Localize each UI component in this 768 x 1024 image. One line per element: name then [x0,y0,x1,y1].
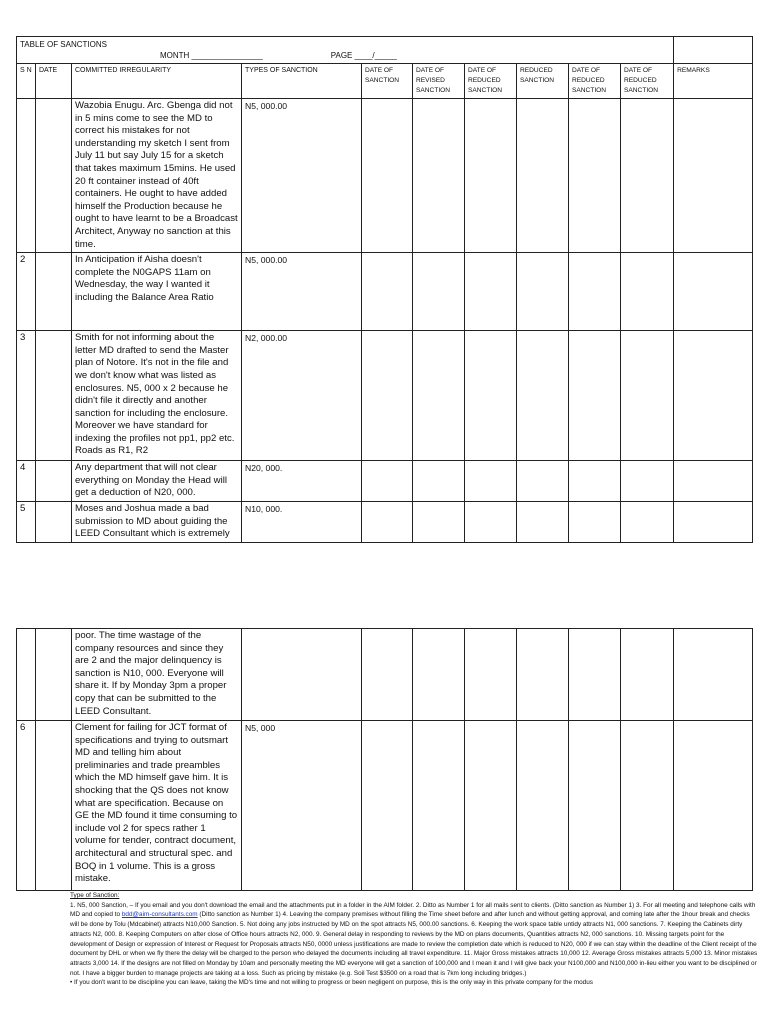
table-title-cell [17,37,674,64]
row-date [36,253,72,331]
row-cell [569,331,621,461]
row-cell [465,461,517,502]
row-irregularity: Any department that will not clear everything on Monday the Head will get a deduction of N20, 000. [72,461,242,502]
table-row [17,501,753,542]
header-date-of-reduced-sanction-2: DATE OF REDUCED SANCTION [569,64,621,99]
row-irregularity: Clement for failing for JCT format of specifications and trying to outsmart MD and telling him about preliminaries and trade preambles which the MD himself gave him. It is shocking that the QS does not know what are specification. Because on GE the MD found it time consuming to include vol 2 for specs rather 1 volume for tender, contract document, architectural and structural spec. and BOQ in 1 volume. This is a gross mistake. [72,721,242,891]
row-cell [413,721,465,891]
row-cell [569,253,621,331]
row-sn: 6 [17,721,36,891]
row-irregularity: Moses and Joshua made a bad submission to MD about guiding the LEED Consultant which is extremely [72,501,242,542]
row-cell [362,253,413,331]
row-cell [517,721,569,891]
header-irregularity: COMMITTED IRREGULARITY [72,64,242,99]
row-amount: N20, 000. [242,461,362,502]
row-irregularity: Wazobia Enugu. Arc. Gbenga did not in 5 mins come to see the MD to correct his mistakes for not understanding my sketch I sent from July 11 but say July 15 for a sketch that takes maximum 15mins. He used 20 ft container instead of 40ft containers. He ought to have added himself the Production because he ought to have learnt to be a Broadcast Architect, Anyway no sanction at this time. [72,99,242,253]
row-cell [569,461,621,502]
row-cell [517,331,569,461]
row-cell [413,501,465,542]
header-type: TYPES OF SANCTION [242,64,362,99]
header-date: DATE [36,64,72,99]
row-cell [517,253,569,331]
sanction-notes [70,891,760,1024]
row-cell [362,461,413,502]
month-label: MONTH ________________ [160,51,263,60]
row-amount: N2, 000.00 [242,331,362,461]
table-row [17,461,753,502]
sanctions-table-continued [16,628,753,891]
row-cell [517,629,569,721]
header-sn: S N [17,64,36,99]
row-cell [674,253,753,331]
header-date-of-reduced-sanction-3: DATE OF REDUCED SANCTION [621,64,674,99]
row-amount [242,629,362,721]
row-cell [674,629,753,721]
row-cell [517,99,569,253]
table-row [17,99,753,253]
row-cell [362,721,413,891]
row-cell [465,331,517,461]
row-sn: 4 [17,461,36,502]
header-remarks: REMARKS [674,64,753,99]
row-cell [362,99,413,253]
header-reduced-sanction: REDUCED SANCTION [517,64,569,99]
title-empty-cell [674,37,753,64]
row-sn [17,99,36,253]
row-cell [465,99,517,253]
row-cell [465,721,517,891]
row-cell [674,99,753,253]
row-sn: 5 [17,501,36,542]
row-amount: N5, 000.00 [242,253,362,331]
row-irregularity: poor. The time wastage of the company resources and since they are 2 and the major delinquency is sanction is N10, 000. Everyone will share it. If by Monday 3pm a proper copy that can be submitted to the LEED Consultant. [72,629,242,721]
row-irregularity: Smith for not informing about the letter MD drafted to send the Master plan of Notore. It's not in the file and we don't know what was listed as enclosures. N5, 000 x 2 because he didn't file it directly and another sanction for including the enclosure. Moreover we have standard for indexing the profiles not pp1, pp2 etc. Roads as R1, R2 [72,331,242,461]
row-sn: 2 [17,253,36,331]
page-label: PAGE ____/_____ [330,51,397,60]
row-cell [674,461,753,502]
row-cell [413,331,465,461]
row-cell [621,331,674,461]
row-amount: N5, 000.00 [242,99,362,253]
notes-paragraph-1a: 1. N5, 000 Sanction, – If you email and you don't download the email and the attachments put in a folder in the AIM folder. 2. Ditto as Number 1 for all mails sent to clients. (Ditto sanction as Number 1) 3. For all meeting and telephone calls with MD and copied to [70,901,756,919]
row-cell [621,501,674,542]
row-cell [621,99,674,253]
sanctions-table [16,36,753,543]
table-row [17,721,753,891]
row-cell [621,461,674,502]
row-cell [621,253,674,331]
row-irregularity: In Anticipation if Aisha doesn't complete the N0GAPS 11am on Wednesday, the way I wanted it including the Balance Area Ratio [72,253,242,331]
row-sn [17,629,36,721]
row-cell [413,461,465,502]
notes-paragraph-2: • If you don't want to be discipline you can leave, taking the MD's time and not willing to progress or been negligent on purpose, this is the only way in this private company for the modus [70,979,593,987]
row-cell [413,253,465,331]
header-date-of-reduced-sanction: DATE OF REDUCED SANCTION [465,64,517,99]
row-cell [674,331,753,461]
row-cell [517,501,569,542]
row-date [36,629,72,721]
row-cell [465,253,517,331]
row-cell [362,629,413,721]
row-cell [569,721,621,891]
row-date [36,331,72,461]
row-cell [569,99,621,253]
row-amount: N10, 000. [242,501,362,542]
row-cell [465,629,517,721]
row-date [36,721,72,891]
row-cell [413,99,465,253]
row-cell [569,501,621,542]
row-cell [569,629,621,721]
header-date-of-revised-sanction: DATE OF REVISED SANCTION [413,64,465,99]
notes-paragraph-1b: (Ditto sanction as Number 1) 4. Leaving the company premises without filling the Time sheet before and after lunch and without getting approval, and coming late after the 1hour break and checks will be done by Tolu (Mdcabinet) attracts N10,000 Sanction. 5. Not doing any jobs instructed by MD on the spot attracts N5, 000.00 sanctions. 6. Keeping the work space table untidy attracts N1, 000 sanctions. 7. Keeping the Cabinets dirty attracts N2, 000. 8. Keeping Computers on after close of Office hours attracts N2, 000. 9. General delay in responding to reviews by the MD on plans documents, Quantities attracts N2, 000 sanctions. 10. Missing targets point for the development of Design or expression of Interest or Request for Proposals attracts N50, 0000 unless justifications are made to review the completion date which is reduced to N20, 000 if we can stay within the deadline of the Client receipt of the document by DHL or when we fly there the delay will be charged to the person who delayed the documents including all travel expenditure. 11. Major Gross mistakes attracts 10,000 12. Average Gross mistakes attracts 5,000 13. Minor mistakes attracts 3,000 14. If the designs are not filled on Monday by 10am and personally meeting the MD everyone will get a sanction of 100,000 and I mean it and I will give back your N100,000 and N100,000 in-lieu either you want to be disciplined or not. I have a bigger burden to manage projects are taking at a loss. Such as pricing by mistake (e.g. Soil Test $3500 on a road that is 7km long including bridges.) [70,911,758,977]
header-date-of-sanction: DATE OF SANCTION [362,64,413,99]
row-date [36,461,72,502]
row-cell [621,721,674,891]
row-cell [517,461,569,502]
row-date [36,501,72,542]
table-row [17,253,753,331]
table-row [17,629,753,721]
row-cell [362,501,413,542]
table-title: TABLE OF SANCTIONS [20,40,107,49]
row-cell [674,501,753,542]
notes-heading: Type of Sanction: [70,892,120,899]
row-cell [362,331,413,461]
row-cell [413,629,465,721]
row-cell [465,501,517,542]
row-amount: N5, 000 [242,721,362,891]
table-row [17,331,753,461]
row-cell [621,629,674,721]
email-link[interactable]: bdd@aim-consultants.com [121,911,198,919]
row-date [36,99,72,253]
row-sn: 3 [17,331,36,461]
row-cell [674,721,753,891]
